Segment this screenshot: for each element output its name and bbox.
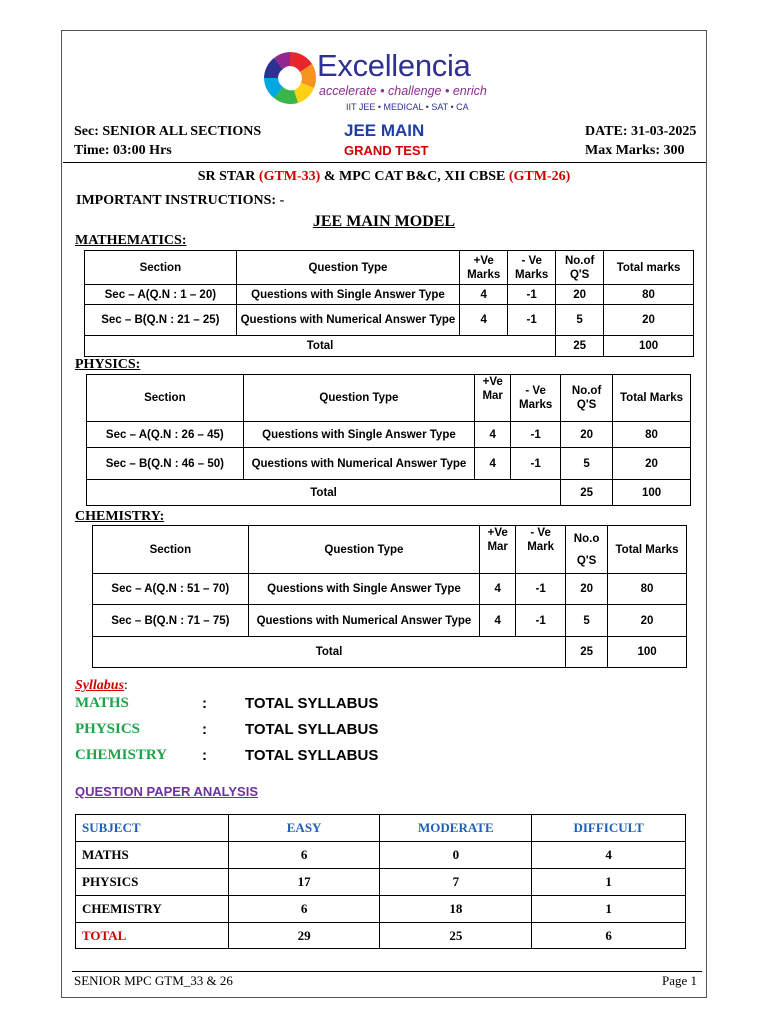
- program-code-2: (GTM-26): [508, 169, 571, 184]
- logo-wordmark: Excellencia: [317, 48, 471, 83]
- table-cell: -1: [511, 448, 561, 480]
- header-cell: +Ve Mar: [475, 375, 511, 422]
- footer-divider: [72, 971, 702, 972]
- total-cell: 29: [228, 923, 380, 949]
- table-cell: 80: [608, 574, 687, 605]
- header-cell: Question Type: [248, 526, 480, 574]
- table-cell: 1: [532, 896, 686, 923]
- program-code-1: (GTM-33): [258, 169, 321, 184]
- header-cell: Total marks: [604, 251, 694, 285]
- total-cell: 25: [556, 336, 604, 357]
- table-total-row: [85, 336, 694, 357]
- syllabus-heading: [75, 676, 128, 694]
- chemistry-marks-table: [92, 525, 687, 668]
- header-cell: +Ve Marks: [460, 251, 508, 285]
- total-cell: 100: [604, 336, 694, 357]
- header-divider: [63, 162, 706, 163]
- header-cell: SUBJECT: [76, 815, 229, 842]
- table-cell: 18: [380, 896, 532, 923]
- analysis-header-row: [76, 815, 686, 842]
- time-label: Time: 03:00 Hrs: [74, 143, 172, 158]
- table-cell: 4: [480, 574, 516, 605]
- table-header-row: [87, 375, 691, 422]
- syllabus-value-physics: TOTAL SYLLABUS: [245, 721, 379, 738]
- section-label: Sec: SENIOR ALL SECTIONS: [74, 124, 262, 139]
- table-cell: Questions with Single Answer Type: [236, 285, 460, 305]
- max-marks-label: Max Marks: 300: [585, 143, 685, 158]
- analysis-total-row: [76, 923, 686, 949]
- total-cell: 25: [566, 637, 608, 668]
- table-row: [93, 605, 687, 637]
- syllabus-label: Syllabus: [75, 678, 125, 693]
- physics-marks-table: [86, 374, 691, 506]
- logo-subline: IIT JEE • MEDICAL • SAT • CA: [346, 102, 469, 112]
- syllabus-separator: :: [202, 695, 207, 712]
- table-cell: 5: [566, 605, 608, 637]
- table-cell: 20: [608, 605, 687, 637]
- total-label-cell: TOTAL: [76, 923, 229, 949]
- total-cell: 100: [613, 480, 691, 506]
- table-cell: Questions with Single Answer Type: [243, 422, 475, 448]
- table-total-row: [87, 480, 691, 506]
- table-cell: 5: [561, 448, 613, 480]
- table-row: [76, 896, 686, 923]
- table-header-row: [85, 251, 694, 285]
- instructions-label: IMPORTANT INSTRUCTIONS: -: [76, 193, 285, 208]
- table-cell: -1: [516, 605, 566, 637]
- table-cell: Questions with Numerical Answer Type: [248, 605, 480, 637]
- table-cell: 6: [228, 842, 380, 869]
- header-cell: Total Marks: [613, 375, 691, 422]
- header-cell: Section: [85, 251, 237, 285]
- total-label-cell: Total: [93, 637, 566, 668]
- table-row: [93, 574, 687, 605]
- analysis-table: [75, 814, 686, 949]
- table-cell: Sec – B(Q.N : 46 – 50): [87, 448, 244, 480]
- table-cell: 4: [532, 842, 686, 869]
- header-cell: - Ve Mark: [516, 526, 566, 574]
- table-cell: 20: [566, 574, 608, 605]
- table-cell: PHYSICS: [76, 869, 229, 896]
- exam-subtitle: GRAND TEST: [344, 143, 429, 158]
- header-cell: Question Type: [243, 375, 475, 422]
- maths-marks-table: [84, 250, 694, 357]
- analysis-title: QUESTION PAPER ANALYSIS: [75, 784, 258, 799]
- excellencia-logo: [262, 44, 522, 116]
- logo-tagline: accelerate • challenge • enrich: [319, 84, 487, 98]
- table-cell: -1: [508, 305, 556, 336]
- table-cell: Questions with Numerical Answer Type: [243, 448, 475, 480]
- table-cell: MATHS: [76, 842, 229, 869]
- table-cell: 4: [480, 605, 516, 637]
- table-cell: 4: [475, 448, 511, 480]
- header-cell: MODERATE: [380, 815, 532, 842]
- date-label: DATE: 31-03-2025: [585, 124, 697, 139]
- header-cell: No.o Q'S: [566, 526, 608, 574]
- table-cell: Sec – B(Q.N : 71 – 75): [93, 605, 249, 637]
- syllabus-subject-maths: MATHS: [75, 695, 129, 711]
- model-title: JEE MAIN MODEL: [312, 213, 456, 230]
- table-row: [76, 842, 686, 869]
- syllabus-subject-chemistry: CHEMISTRY: [75, 747, 167, 763]
- table-cell: -1: [508, 285, 556, 305]
- header-cell: DIFFICULT: [532, 815, 686, 842]
- table-cell: 20: [604, 305, 694, 336]
- chemistry-section-title: CHEMISTRY:: [75, 509, 165, 524]
- table-cell: 4: [460, 305, 508, 336]
- table-row: [87, 448, 691, 480]
- table-header-row: [93, 526, 687, 574]
- table-cell: 20: [613, 448, 691, 480]
- header-cell: +Ve Mar: [480, 526, 516, 574]
- table-cell: Sec – A(Q.N : 51 – 70): [93, 574, 249, 605]
- syllabus-separator: :: [202, 721, 207, 738]
- syllabus-subject-physics: PHYSICS: [75, 721, 141, 737]
- table-cell: 80: [604, 285, 694, 305]
- program-part-2: & MPC CAT B&C, XII CBSE: [320, 169, 509, 184]
- table-cell: 6: [228, 896, 380, 923]
- table-row: [87, 422, 691, 448]
- table-cell: 20: [556, 285, 604, 305]
- table-cell: 4: [475, 422, 511, 448]
- page-number: Page 1: [662, 973, 698, 988]
- table-cell: Questions with Numerical Answer Type: [236, 305, 460, 336]
- table-cell: Sec – A(Q.N : 1 – 20): [85, 285, 237, 305]
- header-cell: No.of Q'S: [556, 251, 604, 285]
- table-cell: Sec – B(Q.N : 21 – 25): [85, 305, 237, 336]
- total-label-cell: Total: [85, 336, 556, 357]
- exam-title: JEE MAIN: [344, 121, 425, 140]
- table-cell: Sec – A(Q.N : 26 – 45): [87, 422, 244, 448]
- table-total-row: [93, 637, 687, 668]
- table-row: [85, 305, 694, 336]
- header-cell: - Ve Marks: [508, 251, 556, 285]
- header-cell: Section: [93, 526, 249, 574]
- total-cell: 6: [532, 923, 686, 949]
- total-cell: 100: [608, 637, 687, 668]
- table-cell: -1: [516, 574, 566, 605]
- header-cell: No.of Q'S: [561, 375, 613, 422]
- header-cell: - Ve Marks: [511, 375, 561, 422]
- program-part-1: SR STAR: [197, 169, 259, 184]
- table-cell: 80: [613, 422, 691, 448]
- syllabus-value-maths: TOTAL SYLLABUS: [245, 695, 379, 712]
- table-cell: 20: [561, 422, 613, 448]
- header-cell: Section: [87, 375, 244, 422]
- table-row: [76, 869, 686, 896]
- table-cell: 1: [532, 869, 686, 896]
- header-cell: Question Type: [236, 251, 460, 285]
- total-label-cell: Total: [87, 480, 561, 506]
- total-cell: 25: [561, 480, 613, 506]
- swirl-logo-icon: [262, 48, 318, 106]
- footer-left: SENIOR MPC GTM_33 & 26: [74, 973, 233, 988]
- table-cell: Questions with Single Answer Type: [248, 574, 480, 605]
- syllabus-separator: :: [202, 747, 207, 764]
- total-cell: 25: [380, 923, 532, 949]
- table-cell: CHEMISTRY: [76, 896, 229, 923]
- header-cell: EASY: [228, 815, 380, 842]
- table-cell: 4: [460, 285, 508, 305]
- table-row: [85, 285, 694, 305]
- program-line: [0, 169, 768, 185]
- maths-section-title: MATHEMATICS:: [75, 233, 187, 248]
- syllabus-value-chemistry: TOTAL SYLLABUS: [245, 747, 379, 764]
- table-cell: -1: [511, 422, 561, 448]
- table-cell: 7: [380, 869, 532, 896]
- syllabus-colon: :: [124, 678, 128, 693]
- table-cell: 5: [556, 305, 604, 336]
- table-cell: 17: [228, 869, 380, 896]
- table-cell: 0: [380, 842, 532, 869]
- physics-section-title: PHYSICS:: [75, 357, 141, 372]
- header-cell: Total Marks: [608, 526, 687, 574]
